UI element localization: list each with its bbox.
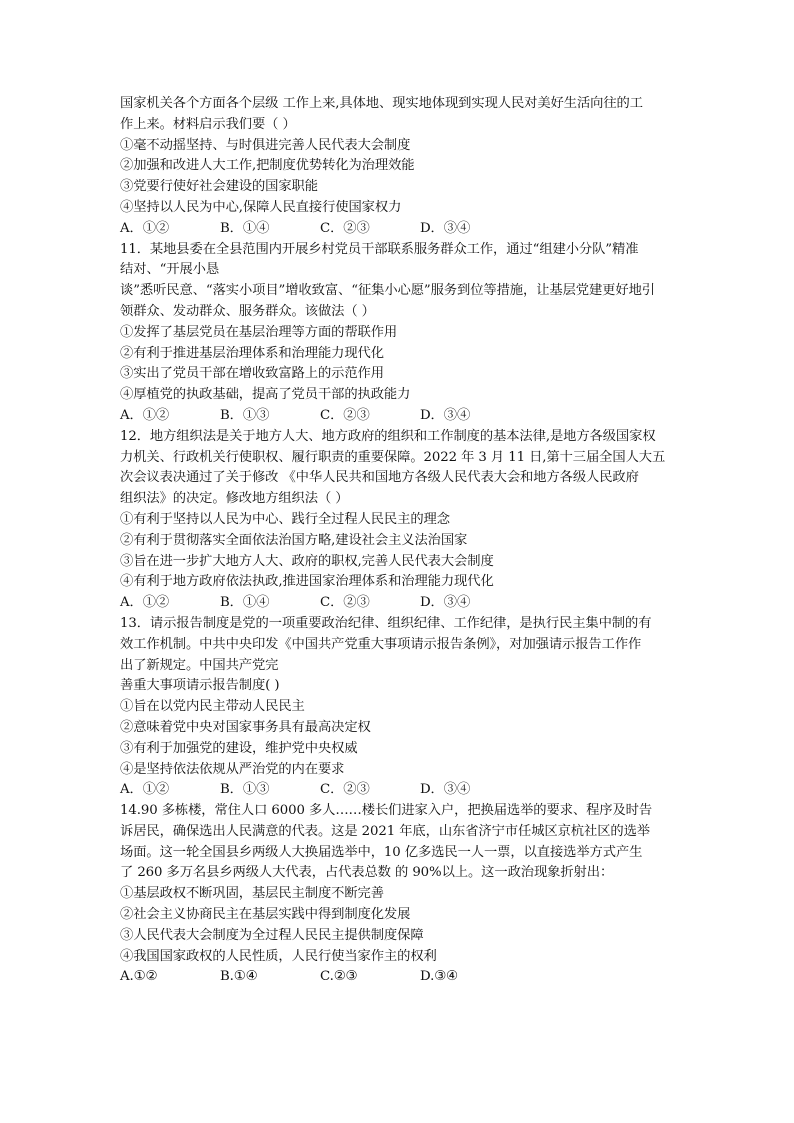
option-d: D．③④ <box>420 220 471 236</box>
statement-1: ①有利于坚持以人民为中心、践行全过程人民民主的理念 <box>120 511 450 527</box>
statement-1: ①基层政权不断巩固，基层民主制度不断完善 <box>120 886 384 902</box>
question-text-line: 效工作机制。中共中央印发《中国共产党重大事项请示报告条例》，对加强请示报告工作作 <box>120 636 642 652</box>
question-text-line: 谈”悉听民意、“落实小项目”增收致富、“征集小心愿”服务到位等措施，让基层党建更好地引 <box>120 283 655 299</box>
question-text-line: 11．某地县委在全县范围内开展乡村党员干部联系服务群众工作，通过“组建小分队”精准 <box>120 241 639 257</box>
option-b: B．①④ <box>220 220 270 236</box>
question-10-continued <box>120 94 676 240</box>
option-d: D．③④ <box>420 407 471 423</box>
option-b: B．①③ <box>220 407 270 423</box>
option-b: B．①④ <box>220 595 270 611</box>
option-a: A．①② <box>120 220 170 236</box>
statement-4: ④是坚持依法依规从严治党的内在要求 <box>120 761 345 777</box>
option-c: C．②③ <box>320 782 370 798</box>
answer-options <box>120 593 676 614</box>
statement-3: ③旨在进一步扩大地方人大、政府的职权,完善人民代表大会制度 <box>120 553 494 569</box>
statement-1: ①发挥了基层党员在基层治理等方面的帮联作用 <box>120 324 398 340</box>
option-c: C．②③ <box>320 220 370 236</box>
question-text-line: 领群众、发动群众、服务群众。该做法（ ） <box>120 303 375 319</box>
statement-4: ④厚植党的执政基础，提高了党员干部的执政能力 <box>120 387 411 403</box>
statement-1: ①旨在以党内民主带动人民民主 <box>120 699 305 715</box>
question-list <box>120 94 676 988</box>
question-text-line: 出了新规定。中国共产党完 <box>120 657 279 673</box>
option-a: A．①② <box>120 407 170 423</box>
question-text-line: 组织法》的决定。修改地方组织法（ ） <box>120 491 349 507</box>
option-a: A．①② <box>120 595 170 611</box>
statement-3: ③人民代表大会制度为全过程人民民主提供制度保障 <box>120 927 424 943</box>
statement-1: ①毫不动摇坚持、与时俱进完善人民代表大会制度 <box>120 137 411 153</box>
question-text-line: 诉居民，确保选出人民满意的代表。这是 2021 年底，山东省济宁市任城区京杭社区的选举 <box>120 823 650 839</box>
statement-3: ③党要行使好社会建设的国家职能 <box>120 179 318 195</box>
statement-3: ③实出了党员干部在增收致富路上的示范作用 <box>120 366 384 382</box>
statement-3: ③有利于加强党的建设，维护党中央权威 <box>120 740 358 756</box>
option-a: A．①② <box>120 782 170 798</box>
answer-options <box>120 406 676 427</box>
option-c: C．②③ <box>320 595 370 611</box>
question-text-line: 结对、“开展小恳 <box>120 262 220 278</box>
statement-2: ②有利于贯彻落实全面依法治国方略,建设社会主义法治国家 <box>120 532 468 548</box>
option-d: D．③④ <box>420 595 471 611</box>
option-a: A.①② <box>120 969 158 985</box>
question-text-line: 14.90 多栋楼，常住人口 6000 多人……楼长们进家入户，把换届选举的要求、程序及时告 <box>120 803 653 819</box>
question-text-line: 了 260 多万名县乡两级人大代表，占代表总数 的 90%以上。这一政治现象折射出： <box>120 865 614 881</box>
statement-4: ④有利于地方政府依法执政,推进国家治理体系和治理能力现代化 <box>120 574 494 590</box>
question-11 <box>120 240 676 427</box>
question-text-line: 13．请示报告制度是党的一项重要政治纪律、组织纪律、工作纪律，是执行民主集中制的有 <box>120 615 652 631</box>
answer-options <box>120 967 676 988</box>
question-text-line: 12．地方组织法是关于地方人大、地方政府的组织和工作制度的基本法律,是地方各级国家权 <box>120 428 656 444</box>
statement-4: ④坚持以人民为中心,保障人民直接行使国家权力 <box>120 199 402 215</box>
option-d: D．③④ <box>420 782 471 798</box>
question-13 <box>120 614 676 801</box>
question-text-line: 作上来。材料启示我们要（ ） <box>120 116 296 132</box>
statement-2: ②意味着党中央对国家事务具有最高决定权 <box>120 719 371 735</box>
question-text-line: 次会议表决通过了关于修改 《中华人民共和国地方各级人民代表大会和地方各级人民政府 <box>120 470 639 486</box>
statement-4: ④我国国家政权的人民性质，人民行使当家作主的权利 <box>120 948 437 964</box>
question-text-line: 场面。这一轮全国县乡两级人大换届选举中，10 亿多选民一人一票，以直接选举方式产生 <box>120 844 643 860</box>
answer-options <box>120 780 676 801</box>
statement-2: ②有利于推进基层治理体系和治理能力现代化 <box>120 345 384 361</box>
answer-options <box>120 219 676 240</box>
question-text-line: 力机关、行政机关行使职权、履行职责的重要保障。2022 年 3 月 11 日,第十三届全国人大五 <box>120 449 666 465</box>
option-b: B．①③ <box>220 782 270 798</box>
option-b: B.①④ <box>220 969 258 985</box>
question-12 <box>120 427 676 614</box>
statement-2: ②加强和改进人大工作,把制度优势转化为治理效能 <box>120 158 415 174</box>
statement-2: ②社会主义协商民主在基层实践中得到制度化发展 <box>120 907 411 923</box>
option-c: C.②③ <box>320 969 358 985</box>
option-c: C．②③ <box>320 407 370 423</box>
option-d: D.③④ <box>420 969 458 985</box>
question-14 <box>120 801 676 988</box>
question-text-line: 善重大事项请示报告制度( ) <box>120 678 280 694</box>
question-text-line: 国家机关各个方面各个层级 工作上来,具体地、现实地体现到实现人民对美好生活向往的工 <box>120 96 643 111</box>
